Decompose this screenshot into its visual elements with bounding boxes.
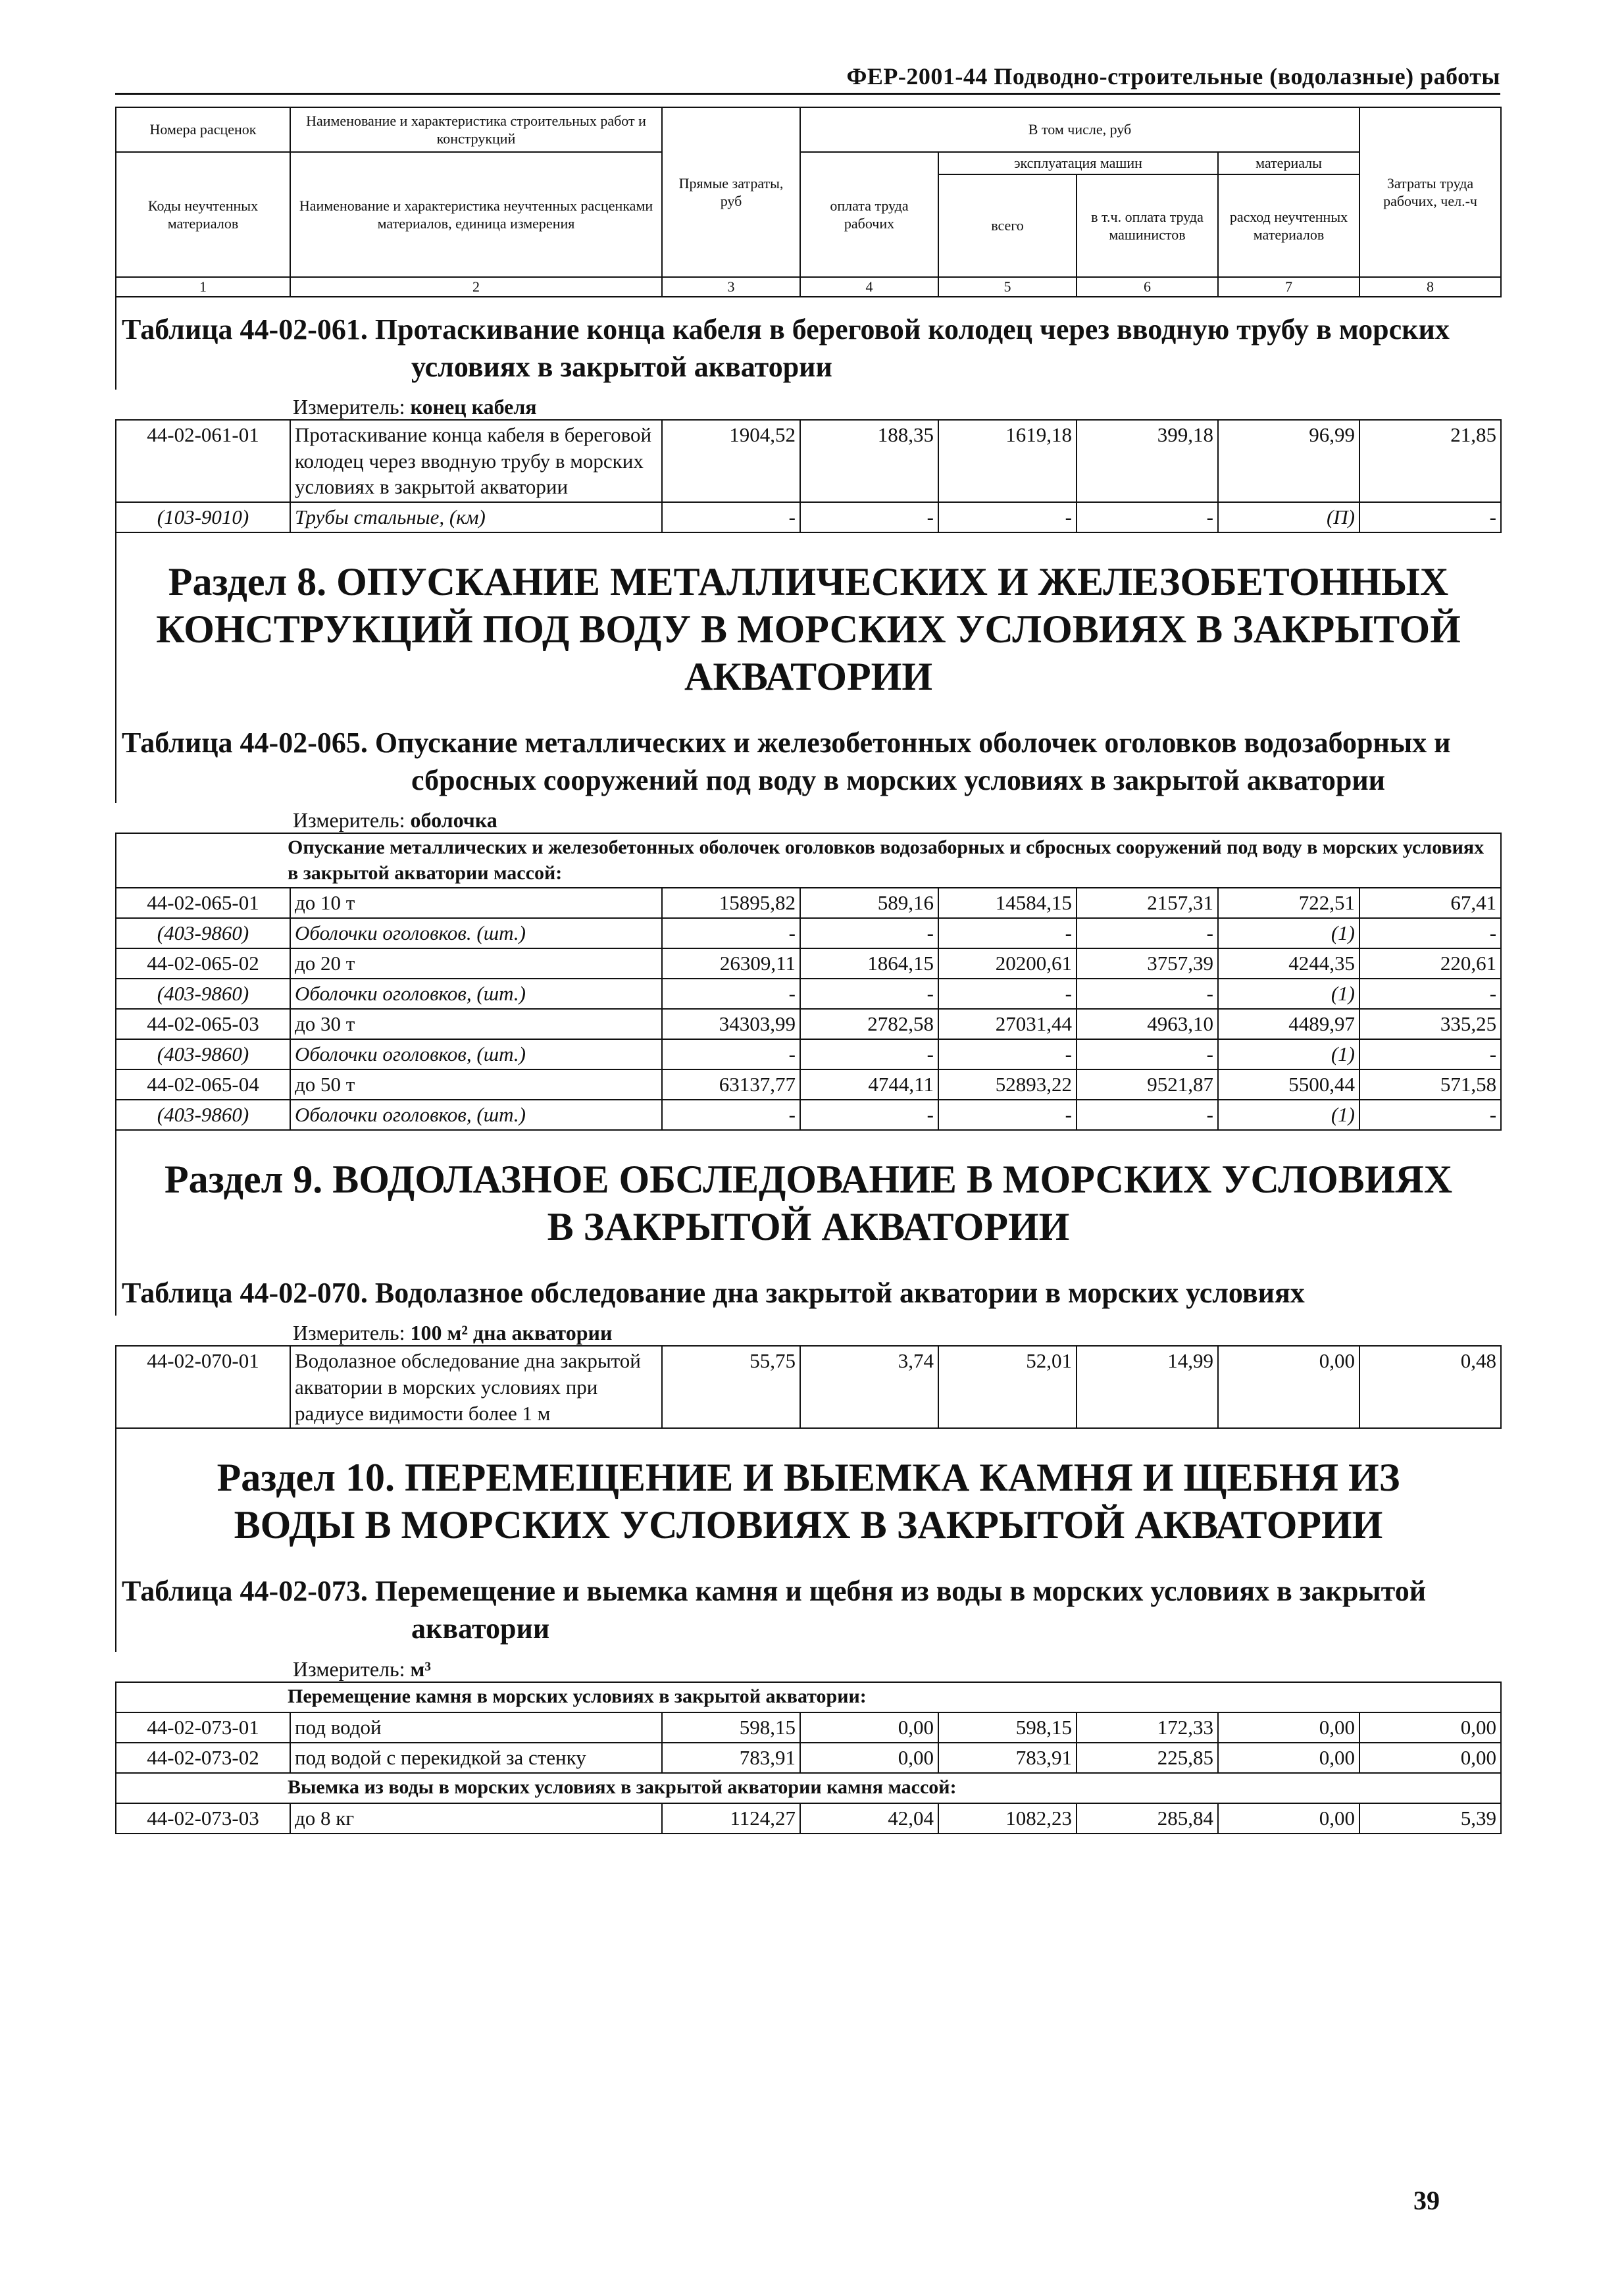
cell-labor-hours: 21,85 [1359, 420, 1501, 502]
section-8-title: Раздел 8. ОПУСКАНИЕ МЕТАЛЛИЧЕСКИХ И ЖЕЛЕЗОБЕТОННЫХ КОНСТРУКЦИЙ ПОД ВОДУ В МОРСКИХ УСЛОВИЯХ В ЗАКРЫТОЙ АКВАТОРИИ [115, 533, 1500, 720]
cell: - [938, 979, 1077, 1009]
table-caption [115, 720, 1500, 803]
measure-value: м³ [410, 1656, 431, 1681]
table-073 [115, 1682, 1502, 1834]
table-061-caption: Таблица 44-02-061. Протаскивание конца кабеля в береговой колодец через вводную трубу в морских условиях в закрытой акватории [122, 313, 1450, 383]
table-row [116, 948, 1501, 979]
cell: - [1359, 979, 1501, 1009]
rate-name: до 30 т [290, 1009, 662, 1039]
cell-machines-total: 52,01 [938, 1346, 1077, 1428]
rate-name: до 8 кг [290, 1803, 662, 1834]
subheading-row [116, 1773, 1501, 1803]
header-machines: эксплуатация машин [938, 152, 1218, 174]
cell-machines-total: 1619,18 [938, 420, 1077, 502]
resource-code: (403-9860) [116, 979, 290, 1009]
cell-direct-cost: 15895,82 [662, 888, 800, 918]
cell: - [938, 918, 1077, 948]
cell-direct-cost: 1904,52 [662, 420, 800, 502]
table-caption [115, 297, 1500, 390]
cell-materials: 96,99 [1218, 420, 1359, 502]
cell-labor-pay: 1864,15 [800, 948, 938, 979]
cell: - [938, 1100, 1077, 1130]
cell: - [938, 1039, 1077, 1069]
resource-code: (403-9860) [116, 1100, 290, 1130]
cell-labor-pay: 4744,11 [800, 1069, 938, 1100]
table-row [116, 420, 1501, 502]
rate-code: 44-02-061-01 [116, 420, 290, 502]
table-row [116, 1346, 1501, 1428]
cell-direct-cost: 63137,77 [662, 1069, 800, 1100]
cell-labor-pay: 0,00 [800, 1743, 938, 1773]
cell: - [1359, 918, 1501, 948]
cell: - [800, 502, 938, 532]
cell: - [662, 502, 800, 532]
cell: (1) [1218, 979, 1359, 1009]
cell: - [662, 918, 800, 948]
table-065-measure [115, 808, 1500, 833]
resource-row [116, 918, 1501, 948]
cell-machines-total: 783,91 [938, 1743, 1077, 1773]
running-head: ФЕР-2001-44 Подводно-строительные (водолазные) работы [115, 63, 1500, 95]
cell: - [1077, 979, 1218, 1009]
resource-code: (403-9860) [116, 918, 290, 948]
table-070 [115, 1345, 1502, 1429]
rate-code: 44-02-073-01 [116, 1712, 290, 1743]
cell-direct-cost: 34303,99 [662, 1009, 800, 1039]
subheading-row [116, 833, 1501, 888]
table-caption [115, 1270, 1500, 1316]
header-col8: Затраты труда рабочих, чел.-ч [1359, 107, 1501, 277]
header-col1-bottom: Коды неучтенных материалов [116, 152, 290, 277]
table-073-subhead-1: Перемещение камня в морских условиях в закрытой акватории: [116, 1682, 1501, 1712]
cell-machinists-pay: 4963,10 [1077, 1009, 1218, 1039]
cell-machines-total: 14584,15 [938, 888, 1077, 918]
cell-materials: 0,00 [1218, 1743, 1359, 1773]
measure-value: оболочка [410, 808, 497, 833]
cell-labor-hours: 67,41 [1359, 888, 1501, 918]
cell-direct-cost: 1124,27 [662, 1803, 800, 1834]
cell-machines-total: 1082,23 [938, 1803, 1077, 1834]
document-page [115, 63, 1500, 1834]
cell-direct-cost: 598,15 [662, 1712, 800, 1743]
rate-name: до 20 т [290, 948, 662, 979]
table-row [116, 1803, 1501, 1834]
table-065-caption: Таблица 44-02-065. Опускание металлических и железобетонных оболочек оголовков водозаборных и сбросных сооружений под воду в морских условиях в закрытой акватории [122, 726, 1451, 797]
resource-row [116, 1039, 1501, 1069]
rate-code: 44-02-065-03 [116, 1009, 290, 1039]
table-row [116, 1743, 1501, 1773]
table-070-measure [115, 1321, 1500, 1345]
cell-machinists-pay: 9521,87 [1077, 1069, 1218, 1100]
cell-machinists-pay: 14,99 [1077, 1346, 1218, 1428]
rate-code: 44-02-065-01 [116, 888, 290, 918]
resource-row [116, 502, 1501, 532]
rate-name: до 50 т [290, 1069, 662, 1100]
header-group: В том числе, руб [800, 107, 1359, 152]
column-header-table [115, 107, 1502, 297]
header-col5: всего [938, 174, 1077, 277]
cell: - [800, 979, 938, 1009]
table-070-caption: Таблица 44-02-070. Водолазное обследование дна закрытой акватории в морских условиях [122, 1277, 1305, 1310]
cell: (П) [1218, 502, 1359, 532]
cell: - [800, 1039, 938, 1069]
rate-name: до 10 т [290, 888, 662, 918]
subheading-row [116, 1682, 1501, 1712]
resource-name: Оболочки оголовков, (шт.) [290, 1100, 662, 1130]
table-row [116, 888, 1501, 918]
measure-label: Измеритель: [293, 1656, 405, 1681]
cell: - [1359, 502, 1501, 532]
cell-machinists-pay: 3757,39 [1077, 948, 1218, 979]
resource-code: (103-9010) [116, 502, 290, 532]
table-caption [115, 1568, 1500, 1651]
rate-code: 44-02-065-04 [116, 1069, 290, 1100]
measure-label: Измеритель: [293, 808, 405, 833]
measure-value: конец кабеля [410, 394, 537, 419]
measure-label: Измеритель: [293, 1321, 405, 1345]
table-073-subhead-2: Выемка из воды в морских условиях в закрытой акватории камня массой: [116, 1773, 1501, 1803]
cell: (1) [1218, 1100, 1359, 1130]
cell-labor-hours: 0,00 [1359, 1712, 1501, 1743]
table-row [116, 1712, 1501, 1743]
table-065-subhead: Опускание металлических и железобетонных оболочек оголовков водозаборных и сбросных сооружений под воду в морских условиях в закрытой акватории массой: [116, 833, 1501, 888]
header-col7: расход неучтенных материалов [1218, 174, 1359, 277]
cell-machinists-pay: 225,85 [1077, 1743, 1218, 1773]
measure-value: 100 м² дна акватории [410, 1321, 613, 1345]
cell-materials: 722,51 [1218, 888, 1359, 918]
resource-name: Трубы стальные, (км) [290, 502, 662, 532]
table-065 [115, 833, 1502, 1131]
cell-machinists-pay: 285,84 [1077, 1803, 1218, 1834]
header-col1-top: Номера расценок [116, 107, 290, 152]
cell: - [662, 979, 800, 1009]
cell-materials: 4489,97 [1218, 1009, 1359, 1039]
header-number: 5 [938, 277, 1077, 297]
header-number: 1 [116, 277, 290, 297]
cell: - [938, 502, 1077, 532]
cell-labor-pay: 42,04 [800, 1803, 938, 1834]
cell-direct-cost: 55,75 [662, 1346, 800, 1428]
rate-code: 44-02-065-02 [116, 948, 290, 979]
cell: - [1077, 502, 1218, 532]
resource-name: Оболочки оголовков. (шт.) [290, 918, 662, 948]
header-col2-top: Наименование и характеристика строительных работ и конструкций [290, 107, 662, 152]
header-number: 3 [662, 277, 800, 297]
cell-labor-hours: 5,39 [1359, 1803, 1501, 1834]
cell-materials: 0,00 [1218, 1803, 1359, 1834]
cell-labor-hours: 220,61 [1359, 948, 1501, 979]
cell: - [662, 1039, 800, 1069]
header-number: 7 [1218, 277, 1359, 297]
cell-materials: 0,00 [1218, 1712, 1359, 1743]
page-number: 39 [1413, 2186, 1440, 2215]
cell: - [1359, 1100, 1501, 1130]
rate-code: 44-02-073-02 [116, 1743, 290, 1773]
cell-machines-total: 52893,22 [938, 1069, 1077, 1100]
cell-direct-cost: 26309,11 [662, 948, 800, 979]
rate-name: Протаскивание конца кабеля в береговой колодец через вводную трубу в морских условиях в закрытой акватории [290, 420, 662, 502]
cell-machinists-pay: 172,33 [1077, 1712, 1218, 1743]
cell-labor-pay: 2782,58 [800, 1009, 938, 1039]
rate-code: 44-02-073-03 [116, 1803, 290, 1834]
rate-name: под водой [290, 1712, 662, 1743]
resource-name: Оболочки оголовков, (шт.) [290, 979, 662, 1009]
resource-code: (403-9860) [116, 1039, 290, 1069]
table-row [116, 1009, 1501, 1039]
header-materials: материалы [1218, 152, 1359, 174]
cell: (1) [1218, 918, 1359, 948]
cell: - [800, 918, 938, 948]
resource-row [116, 979, 1501, 1009]
measure-label: Измеритель: [293, 394, 405, 419]
cell-machines-total: 27031,44 [938, 1009, 1077, 1039]
table-061 [115, 419, 1502, 533]
cell-labor-pay: 589,16 [800, 888, 938, 918]
header-col2-bottom: Наименование и характеристика неучтенных расценками материалов, единица измерения [290, 152, 662, 277]
resource-row [116, 1100, 1501, 1130]
cell-direct-cost: 783,91 [662, 1743, 800, 1773]
cell-labor-hours: 335,25 [1359, 1009, 1501, 1039]
cell-machines-total: 598,15 [938, 1712, 1077, 1743]
cell-labor-hours: 0,00 [1359, 1743, 1501, 1773]
header-number: 2 [290, 277, 662, 297]
cell-materials: 5500,44 [1218, 1069, 1359, 1100]
cell: - [1359, 1039, 1501, 1069]
table-061-measure [115, 395, 1500, 419]
cell: - [800, 1100, 938, 1130]
cell-labor-pay: 188,35 [800, 420, 938, 502]
cell-machines-total: 20200,61 [938, 948, 1077, 979]
table-073-caption: Таблица 44-02-073. Перемещение и выемка камня и щебня из воды в морских условиях в закрытой акватории [122, 1575, 1427, 1645]
cell-materials: 4244,35 [1218, 948, 1359, 979]
header-number: 6 [1077, 277, 1218, 297]
header-number: 4 [800, 277, 938, 297]
cell-labor-hours: 571,58 [1359, 1069, 1501, 1100]
rate-code: 44-02-070-01 [116, 1346, 290, 1428]
table-row [116, 1069, 1501, 1100]
cell: - [1077, 1100, 1218, 1130]
resource-name: Оболочки оголовков, (шт.) [290, 1039, 662, 1069]
table-073-measure [115, 1657, 1500, 1682]
cell: (1) [1218, 1039, 1359, 1069]
header-number: 8 [1359, 277, 1501, 297]
cell-labor-pay: 0,00 [800, 1712, 938, 1743]
cell-labor-pay: 3,74 [800, 1346, 938, 1428]
cell-labor-hours: 0,48 [1359, 1346, 1501, 1428]
cell: - [1077, 1039, 1218, 1069]
cell-machinists-pay: 2157,31 [1077, 888, 1218, 918]
cell: - [662, 1100, 800, 1130]
header-col4: оплата труда рабочих [800, 152, 938, 277]
cell-machinists-pay: 399,18 [1077, 420, 1218, 502]
cell-materials: 0,00 [1218, 1346, 1359, 1428]
header-col3: Прямые затраты, руб [662, 107, 800, 277]
section-9-title: Раздел 9. ВОДОЛАЗНОЕ ОБСЛЕДОВАНИЕ В МОРСКИХ УСЛОВИЯХ В ЗАКРЫТОЙ АКВАТОРИИ [115, 1131, 1500, 1270]
cell: - [1077, 918, 1218, 948]
header-col6: в т.ч. оплата труда машинистов [1077, 174, 1218, 277]
rate-name: под водой с перекидкой за стенку [290, 1743, 662, 1773]
rate-name: Водолазное обследование дна закрытой акватории в морских условиях при радиусе видимости более 1 м [290, 1346, 662, 1428]
section-10-title: Раздел 10. ПЕРЕМЕЩЕНИЕ И ВЫЕМКА КАМНЯ И ЩЕБНЯ ИЗ ВОДЫ В МОРСКИХ УСЛОВИЯХ В ЗАКРЫТОЙ АКВАТОРИИ [115, 1429, 1500, 1568]
